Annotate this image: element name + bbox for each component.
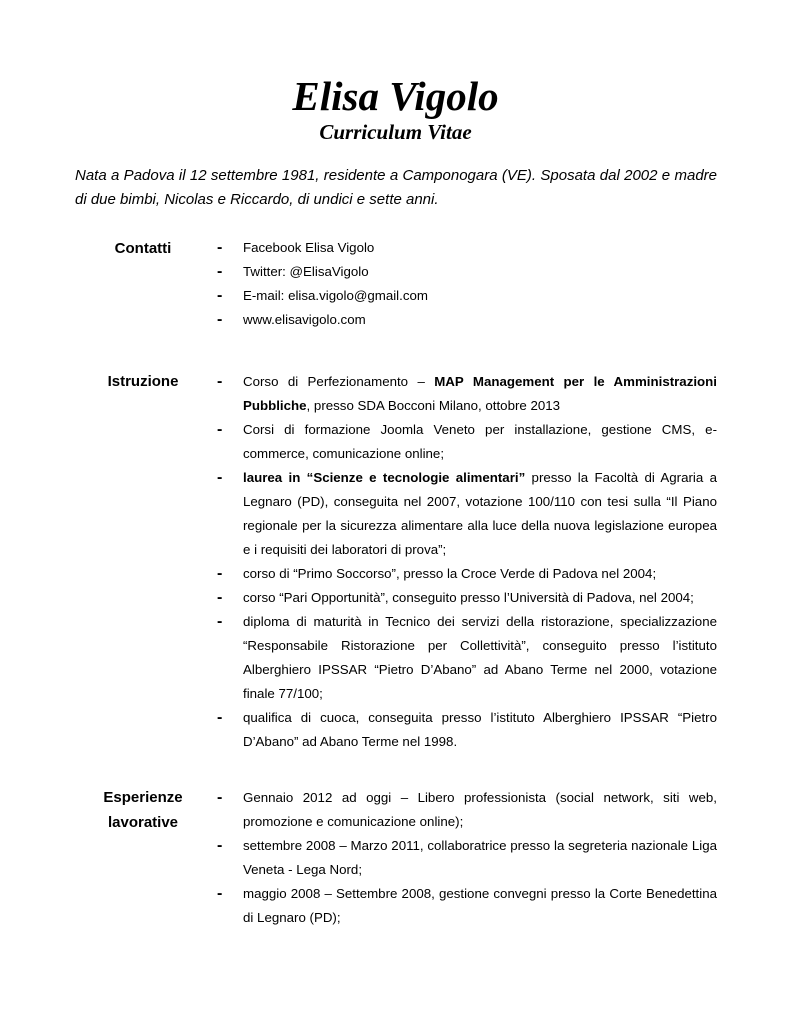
item-rest: maggio 2008 – Settembre 2008, gestione convegni presso la Corte Benedettina di Legnaro (PD); [243, 886, 717, 925]
istruzione-list [0, 370, 791, 754]
intro-paragraph: Nata a Padova il 12 settembre 1981, residente a Camponogara (VE). Sposata dal 2002 e madre di due bimbi, Nicolas e Riccardo, di undici e sette anni. [75, 167, 717, 208]
item-rest: , presso SDA Bocconi Milano, ottobre 2013 [306, 398, 561, 413]
contact-twitter: Twitter: @ElisaVigolo [243, 264, 369, 279]
item-rest: corso di “Primo Soccorso”, presso la Croce Verde di Padova nel 2004; [243, 566, 657, 581]
list-item [0, 308, 717, 332]
list-item [0, 586, 717, 610]
item-rest: qualifica di cuoca, conseguita presso l’istituto Alberghiero IPSSAR “Pietro D’Abano” ad Abano Terme nel 1998. [243, 710, 717, 749]
bullet-dash: - [217, 469, 223, 486]
bullet-dash: - [217, 885, 223, 902]
bullet-dash: - [217, 565, 223, 582]
list-item [0, 834, 717, 882]
list-item [0, 610, 717, 706]
bullet-dash: - [217, 613, 223, 630]
list-item [0, 882, 717, 930]
item-rest: Gennaio 2012 ad oggi – Libero professionista (social network, siti web, promozione e comunicazione online); [243, 790, 717, 829]
item-rest: settembre 2008 – Marzo 2011, collaboratrice presso la segreteria nazionale Liga Veneta - Lega Nord; [243, 838, 717, 877]
item-lead: Corso di Perfezionamento – [243, 374, 435, 389]
list-item [0, 786, 717, 834]
item-rest: presso la Facoltà di Agraria a Legnaro (PD), conseguita nel 2007, votazione 100/110 con tesi sulla “Il Piano regionale per la sicurezza alimentare alla luce della nuova legislazione europea e i requisiti dei laboratori di prova”; [243, 470, 718, 557]
list-item [0, 284, 717, 308]
item-bold: laurea in “Scienze e tecnologie alimentari” [243, 470, 526, 485]
contatti-label: Contatti [114, 240, 172, 257]
bullet-dash: - [217, 311, 223, 328]
bullet-dash: - [217, 373, 223, 390]
item-bold: MAP Management per le Amministrazioni Pubbliche [243, 374, 717, 413]
item-rest: diploma di maturità in Tecnico dei servizi della ristorazione, specializzazione “Responsabile Ristorazione per Collettività”, conseguito presso l’istituto Alberghiero IPSSAR “Pietro D’Abano” ad Abano Terme nel 2000, votazione finale 77/100; [243, 614, 717, 701]
bullet-dash: - [217, 239, 223, 256]
bullet-dash: - [217, 263, 223, 280]
esperienze-list [0, 786, 791, 930]
list-item [0, 418, 717, 466]
list-item [0, 562, 717, 586]
list-item [0, 706, 717, 754]
bullet-dash: - [217, 709, 223, 726]
istruzione-label: Istruzione [107, 373, 179, 390]
bullet-dash: - [217, 287, 223, 304]
contact-facebook: Facebook Elisa Vigolo [243, 240, 375, 255]
list-item [0, 466, 717, 562]
bullet-dash: - [217, 421, 223, 438]
cv-name-title: Elisa Vigolo [292, 73, 499, 119]
esperienze-label-line2: lavorative [107, 813, 179, 831]
contact-email: E-mail: elisa.vigolo@gmail.com [243, 288, 428, 303]
contact-website: www.elisavigolo.com [243, 312, 366, 327]
item-rest: corso “Pari Opportunità”, conseguito presso l’Università di Padova, nel 2004; [243, 590, 694, 605]
list-item [0, 260, 717, 284]
item-rest: Corsi di formazione Joomla Veneto per installazione, gestione CMS, e-commerce, comunicazione online; [243, 422, 717, 461]
bullet-dash: - [217, 837, 223, 854]
list-item [0, 236, 717, 260]
esperienze-label-line1: Esperienze [103, 789, 183, 806]
bullet-dash: - [217, 789, 223, 806]
list-item [0, 370, 717, 418]
bullet-dash: - [217, 589, 223, 606]
cv-subtitle: Curriculum Vitae [319, 120, 472, 144]
contatti-list [0, 236, 791, 332]
